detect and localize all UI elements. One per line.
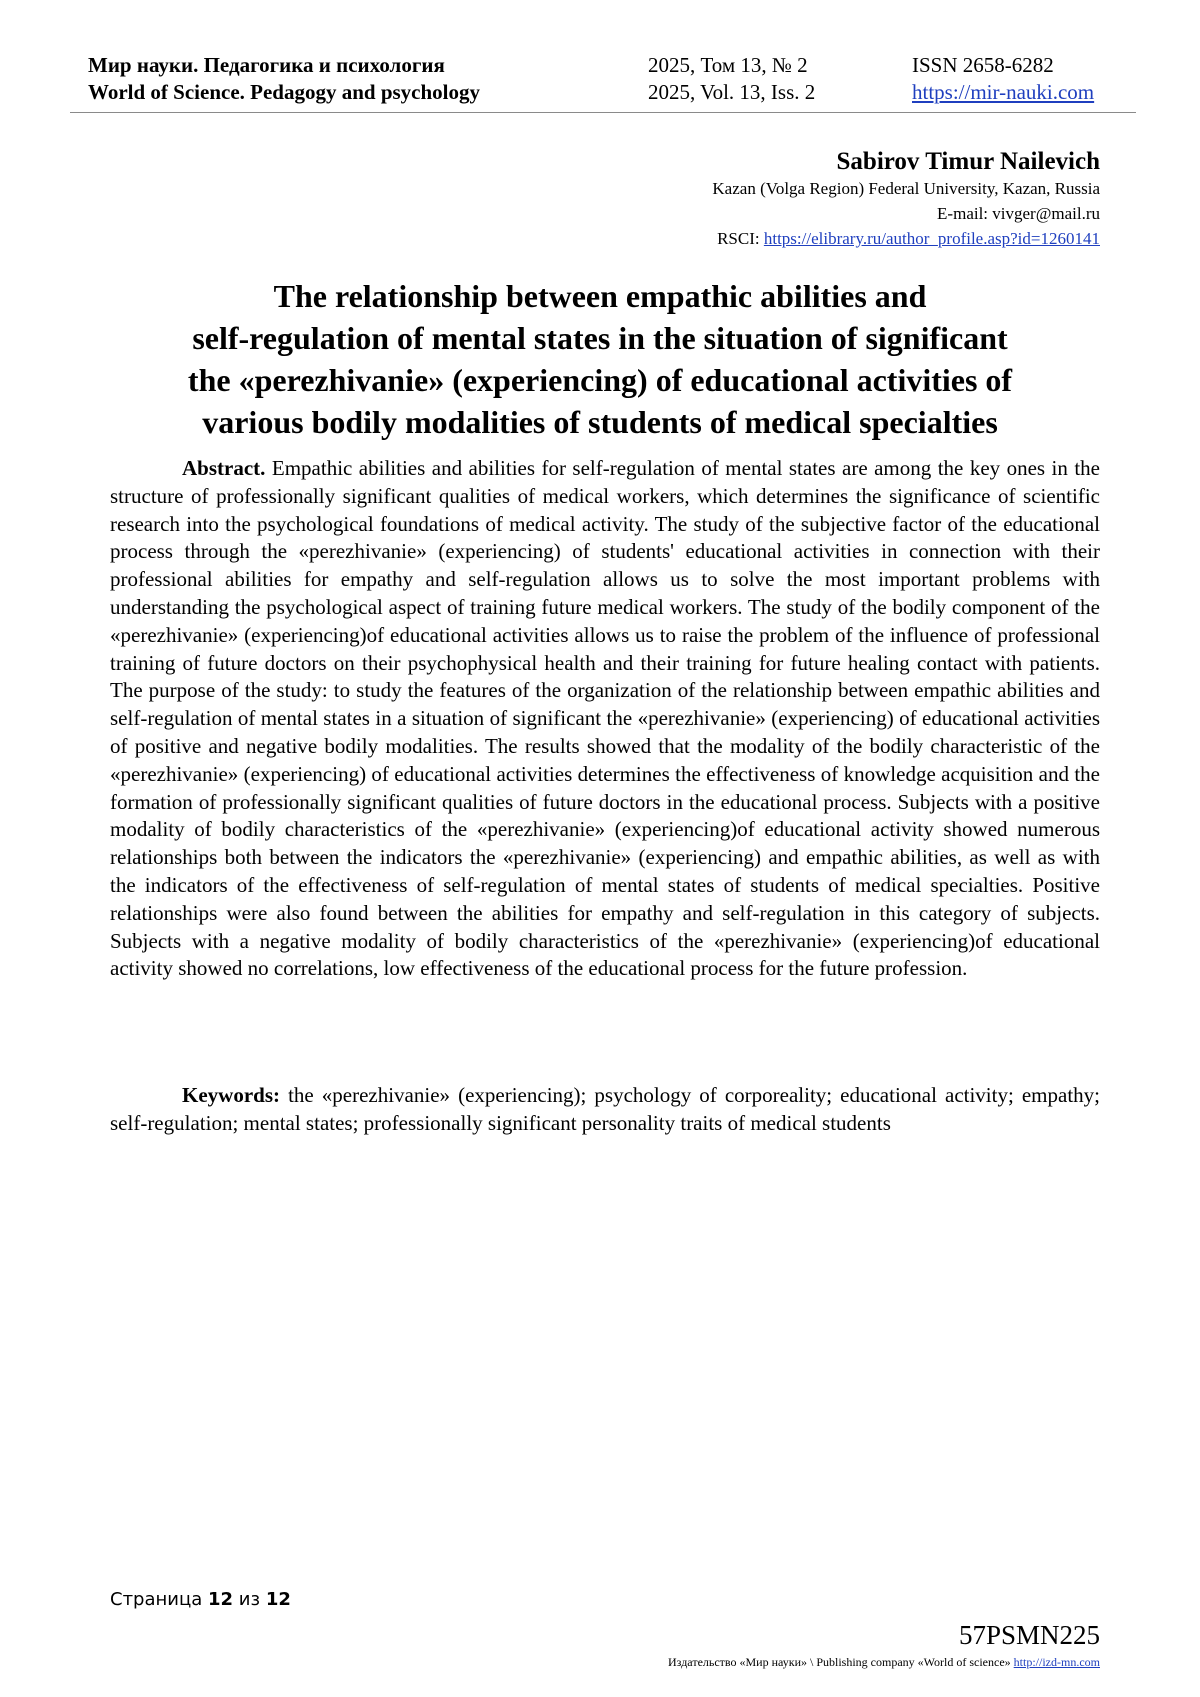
article-title — [90, 275, 1110, 443]
journal-title-en: World of Science. Pedagogy and psychology — [88, 80, 481, 104]
title-line: various bodily modalities of students of medical specialties — [202, 404, 998, 440]
abstract-label: Abstract. — [182, 456, 266, 480]
author-affiliation: Kazan (Volga Region) Federal University, Kazan, Russia — [712, 179, 1100, 198]
page-prefix: Страница — [110, 1589, 203, 1610]
keywords-text: the «perezhivanie» (experiencing); psychology of corporeality; educational activity; empathy; self-regulation; mental states; professionally significant personality traits of medical students — [110, 1083, 1101, 1135]
author-name: Sabirov Timur Nailevich — [836, 148, 1100, 175]
issue-info-ru: 2025, Том 13, № 2 — [648, 53, 808, 77]
page-number — [110, 1589, 291, 1610]
publisher-link[interactable]: http://izd-mn.com — [1013, 1655, 1100, 1669]
page-current: 12 — [208, 1589, 234, 1610]
title-line: the «perezhivanie» (experiencing) of educational activities of — [187, 362, 1013, 398]
rsci-profile-link[interactable]: https://elibrary.ru/author_profile.asp?id=1260141 — [763, 229, 1100, 248]
publisher-line — [668, 1655, 1100, 1670]
issue-info-en: 2025, Vol. 13, Iss. 2 — [648, 80, 816, 104]
keywords-label: Keywords: — [182, 1083, 280, 1107]
page-separator: из — [238, 1589, 261, 1610]
page-total: 12 — [265, 1589, 291, 1610]
title-line: self-regulation of mental states in the situation of significant — [192, 320, 1008, 356]
author-email: E-mail: vivger@mail.ru — [937, 204, 1100, 223]
abstract — [110, 455, 1100, 983]
journal-title-ru: Мир науки. Педагогика и психология — [88, 53, 445, 77]
author-rsci — [717, 228, 1100, 250]
title-line: The relationship between empathic abilities and — [273, 278, 927, 314]
journal-website-link[interactable]: https://mir-nauki.com — [912, 80, 1095, 104]
article-code: 57PSMN225 — [958, 1620, 1100, 1650]
header-divider — [70, 112, 1136, 113]
publisher-text: Издательство «Мир науки» \ Publishing company «World of science» — [668, 1655, 1011, 1669]
abstract-text: Empathic abilities and abilities for self-regulation of mental states are among the key ones in the structure of professionally significant qualities of medical workers, which determines the significance of scientific research into the psychological foundations of medical activity. The study of the subjective factor of the educational process through the «perezhivanie» (experiencing) of students' educational activities in connection with their professional abilities for empathy and self-regulation allows us to solve the most important problems with understanding the psychological aspect of training future medical workers. The study of the bodily component of the «perezhivanie» (experiencing)of educational activities allows us to raise the problem of the influence of professional training of future doctors on their psychophysical health and their training for future healing contact with patients. The purpose of the study: to study the features of the organization of the relationship between empathic abilities and self-regulation of mental states in a situation of significant the «perezhivanie» (experiencing) of educational activities of positive and negative bodily modalities. The results showed that the modality of the bodily characteristic of the «perezhivanie» (experiencing) of educational activities determines the effectiveness of knowledge acquisition and the formation of professionally significant qualities of future doctors in the educational process. Subjects with a positive modality of bodily characteristics of the «perezhivanie» (experiencing)of educational activity showed numerous relationships both between the indicators the «perezhivanie» (experiencing) and empathic abilities, as well as with the indicators of the effectiveness of self-regulation of mental states of students of medical specialties. Positive relationships were also found between the abilities for empathy and self-regulation in this category of subjects. Subjects with a negative modality of bodily characteristics of the «perezhivanie» (experiencing)of educational activity showed no correlations, low effectiveness of the educational process for the future profession. — [110, 456, 1101, 981]
keywords — [110, 1082, 1100, 1138]
rsci-label: RSCI: — [717, 229, 760, 248]
issn: ISSN 2658-6282 — [912, 53, 1054, 77]
